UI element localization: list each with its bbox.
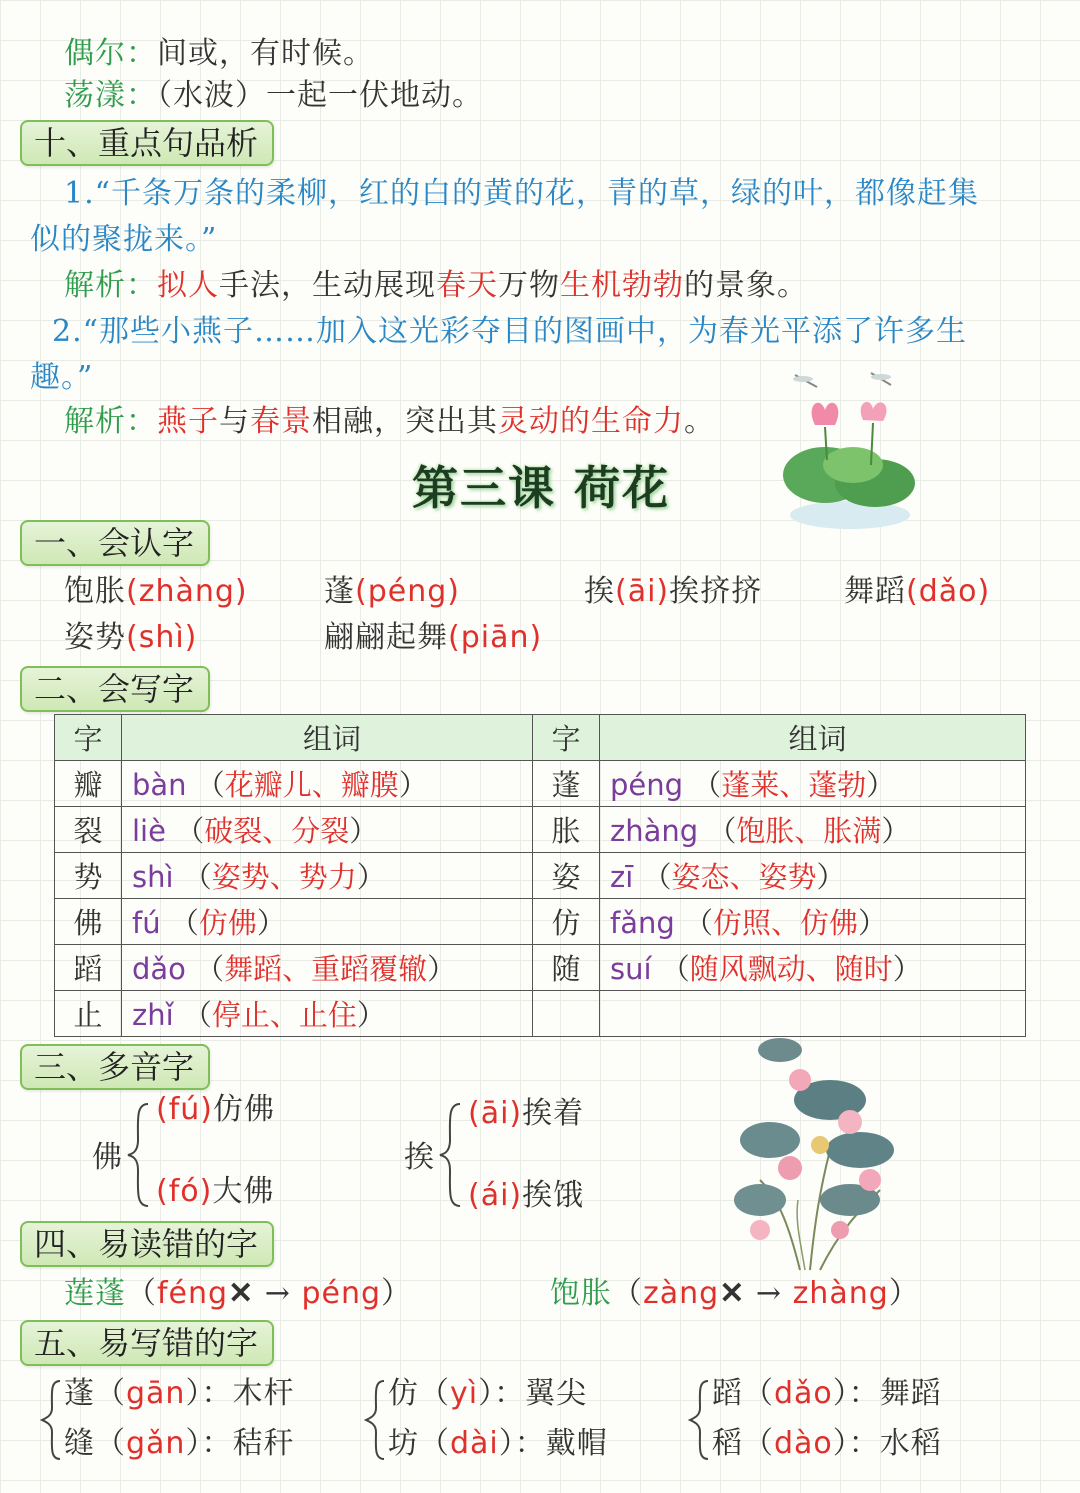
lesson-title: 第三课 荷花 bbox=[412, 461, 671, 515]
left-brace-icon bbox=[688, 1378, 712, 1462]
recognize-item bbox=[64, 572, 248, 612]
paren: （ bbox=[195, 952, 225, 986]
table-row bbox=[55, 899, 1026, 945]
sentence-1-line-2: 似的聚拢来。” bbox=[30, 222, 218, 257]
write-characters-table bbox=[54, 714, 1026, 1037]
column-header: 字 bbox=[55, 715, 122, 761]
word: 莲蓬 bbox=[64, 1276, 126, 1311]
paren: （ bbox=[182, 998, 212, 1032]
words-cell bbox=[600, 945, 1026, 991]
words: 姿态、姿势 bbox=[671, 860, 817, 894]
wrong-pinyin: zàng bbox=[643, 1276, 720, 1311]
words: 花瓣儿、瓣膜 bbox=[224, 768, 399, 802]
recognize-item bbox=[324, 572, 460, 612]
paren: （ bbox=[175, 814, 205, 848]
polyphonic-reading bbox=[156, 1172, 274, 1212]
char: 姿势 bbox=[64, 620, 126, 655]
words: 舞蹈、重蹈覆辙 bbox=[224, 952, 428, 986]
term: 偶尔： bbox=[64, 36, 157, 71]
char: 坊 bbox=[388, 1426, 419, 1461]
analysis-label: 解析： bbox=[64, 268, 157, 303]
column-header: 组词 bbox=[600, 715, 1026, 761]
pinyin: fú bbox=[132, 906, 161, 940]
section-header-polyphonic: 三、多音字 bbox=[20, 1044, 210, 1090]
pinyin: suí bbox=[610, 952, 652, 986]
colon: ： bbox=[201, 1426, 233, 1461]
cross-icon: ✕ bbox=[719, 1276, 746, 1311]
word: 饱胀 bbox=[550, 1276, 612, 1311]
char: 蓬 bbox=[324, 574, 355, 609]
words-cell bbox=[122, 807, 533, 853]
word: 挨饿 bbox=[522, 1178, 585, 1213]
analysis-label: 解析： bbox=[64, 404, 157, 439]
pinyin: bàn bbox=[132, 768, 187, 802]
analysis-2 bbox=[64, 402, 715, 442]
pinyin: (piān) bbox=[448, 620, 543, 655]
char: 挨挤挤 bbox=[669, 574, 763, 609]
paren: （ bbox=[195, 768, 225, 802]
paren: ） bbox=[498, 1426, 515, 1461]
highlight: 灵动的生命力 bbox=[498, 404, 684, 439]
paren: ） bbox=[185, 1376, 202, 1411]
paren: ） bbox=[356, 860, 386, 894]
arrow-right-icon: → bbox=[264, 1276, 291, 1311]
pinyin: dài bbox=[450, 1426, 499, 1461]
pinyin: dǎo bbox=[132, 952, 186, 986]
char: 蓬 bbox=[64, 1376, 95, 1411]
paren: （ bbox=[182, 860, 212, 894]
word: 木杆 bbox=[232, 1376, 295, 1411]
char: 缝 bbox=[64, 1426, 95, 1461]
word: 戴帽 bbox=[545, 1426, 608, 1461]
words: 蓬莱、蓬勃 bbox=[721, 768, 867, 802]
words: 仿照、仿佛 bbox=[713, 906, 859, 940]
paren: ） bbox=[892, 952, 922, 986]
words-cell bbox=[600, 853, 1026, 899]
left-brace-icon bbox=[438, 1100, 464, 1210]
paren: （ bbox=[95, 1426, 126, 1461]
word: 仿佛 bbox=[212, 1092, 275, 1127]
word: 水稻 bbox=[879, 1426, 942, 1461]
misread-item bbox=[64, 1274, 412, 1314]
paren: ） bbox=[256, 906, 286, 940]
paren: （ bbox=[642, 860, 672, 894]
left-brace-icon bbox=[364, 1378, 388, 1462]
polyphonic-reading bbox=[156, 1090, 275, 1130]
recognize-item bbox=[64, 618, 197, 658]
column-header: 字 bbox=[533, 715, 600, 761]
paren: ） bbox=[185, 1426, 202, 1461]
char-cell: 裂 bbox=[55, 807, 122, 853]
highlight: 拟人 bbox=[157, 268, 219, 303]
pinyin: shì bbox=[132, 860, 174, 894]
pinyin: dǎo bbox=[774, 1376, 833, 1411]
highlight: 生机勃勃 bbox=[560, 268, 684, 303]
pinyin: (zhàng) bbox=[126, 574, 248, 609]
char: 仿 bbox=[388, 1376, 419, 1411]
definition-line bbox=[64, 76, 483, 116]
paren: （ bbox=[95, 1376, 126, 1411]
words: 姿势、势力 bbox=[211, 860, 357, 894]
word: 秸秆 bbox=[232, 1426, 295, 1461]
words-cell bbox=[600, 761, 1026, 807]
paren: （ bbox=[419, 1426, 450, 1461]
char-cell: 蓬 bbox=[533, 761, 600, 807]
paren: （ bbox=[684, 906, 714, 940]
colon: ： bbox=[494, 1376, 526, 1411]
recognize-item bbox=[324, 618, 542, 658]
word: 舞蹈 bbox=[879, 1376, 942, 1411]
words: 破裂、分裂 bbox=[204, 814, 350, 848]
text: 万物 bbox=[498, 268, 560, 303]
char-cell: 仿 bbox=[533, 899, 600, 945]
text: 与 bbox=[219, 404, 250, 439]
miswrite-item bbox=[712, 1424, 942, 1464]
char: 挨 bbox=[584, 574, 615, 609]
char-cell: 瓣 bbox=[55, 761, 122, 807]
paren: ） bbox=[881, 814, 911, 848]
wrong-pinyin: féng bbox=[157, 1276, 229, 1311]
table-row bbox=[55, 853, 1026, 899]
paren: ） bbox=[858, 906, 888, 940]
polyphonic-reading bbox=[468, 1094, 584, 1134]
paren: ） bbox=[816, 860, 846, 894]
term: 荡漾： bbox=[64, 78, 157, 113]
char-cell bbox=[533, 991, 600, 1037]
paren: ） bbox=[398, 768, 428, 802]
miswrite-item bbox=[388, 1424, 608, 1464]
right-pinyin: péng bbox=[301, 1276, 382, 1311]
paren: ） bbox=[356, 998, 386, 1032]
polyphonic-reading bbox=[468, 1176, 584, 1216]
words: 随风飘动、随时 bbox=[689, 952, 893, 986]
char-cell: 蹈 bbox=[55, 945, 122, 991]
sentence-2-line-2: 趣。” bbox=[30, 360, 94, 395]
pinyin: (āi) bbox=[468, 1096, 523, 1131]
pinyin: gǎn bbox=[126, 1426, 186, 1461]
words: 仿佛 bbox=[198, 906, 257, 940]
miswrite-item bbox=[712, 1374, 942, 1414]
paren: （ bbox=[743, 1376, 774, 1411]
words-cell bbox=[600, 807, 1026, 853]
char-cell: 随 bbox=[533, 945, 600, 991]
misread-item bbox=[550, 1274, 920, 1314]
paren: （ bbox=[612, 1276, 643, 1311]
words: 饱胀、胀满 bbox=[736, 814, 882, 848]
miswrite-item bbox=[388, 1374, 587, 1414]
column-header: 组词 bbox=[122, 715, 533, 761]
text: 。 bbox=[684, 404, 715, 439]
char-cell: 止 bbox=[55, 991, 122, 1037]
arrow-right-icon: → bbox=[755, 1276, 783, 1311]
char-cell: 姿 bbox=[533, 853, 600, 899]
paren: （ bbox=[743, 1426, 774, 1461]
char: 饱胀 bbox=[64, 574, 126, 609]
paren: ） bbox=[832, 1426, 849, 1461]
colon: ： bbox=[848, 1376, 880, 1411]
pinyin: fǎng bbox=[610, 906, 675, 940]
highlight: 春景 bbox=[250, 404, 312, 439]
paren: ） bbox=[427, 952, 457, 986]
lotus-flower-illustration bbox=[720, 1030, 920, 1280]
char: 舞蹈 bbox=[844, 574, 906, 609]
pinyin: péng bbox=[610, 768, 684, 802]
pinyin: (péng) bbox=[355, 574, 460, 609]
section-header-miswrite: 五、易写错的字 bbox=[20, 1320, 274, 1366]
recognize-item bbox=[844, 572, 990, 612]
pinyin: (shì) bbox=[126, 620, 198, 655]
cross-icon: ✕ bbox=[228, 1276, 255, 1311]
polyphonic-char: 挨 bbox=[404, 1140, 435, 1175]
table-row bbox=[55, 945, 1026, 991]
table-row bbox=[55, 807, 1026, 853]
paren: （ bbox=[169, 906, 199, 940]
pinyin: (fó) bbox=[156, 1174, 213, 1209]
word: 大佛 bbox=[212, 1174, 275, 1209]
highlight: 春天 bbox=[436, 268, 498, 303]
char: 翩翩起舞 bbox=[324, 620, 448, 655]
miswrite-item bbox=[64, 1374, 294, 1414]
words-cell bbox=[122, 761, 533, 807]
definition: （水波）一起一伏地动。 bbox=[157, 78, 483, 113]
pinyin: (ái) bbox=[468, 1178, 523, 1213]
pinyin: liè bbox=[132, 814, 166, 848]
words-cell bbox=[122, 945, 533, 991]
sentence-1-line-1: 1.“千条万条的柔柳，红的白的黄的花，青的草，绿的叶，都像赶集 bbox=[64, 176, 979, 211]
pinyin: gān bbox=[126, 1376, 186, 1411]
paren: ） bbox=[381, 1276, 413, 1311]
paren: （ bbox=[692, 768, 722, 802]
paren: （ bbox=[126, 1276, 157, 1311]
char-cell: 胀 bbox=[533, 807, 600, 853]
paren: ） bbox=[888, 1276, 920, 1311]
section-header-recognize: 一、会认字 bbox=[20, 520, 210, 566]
text: 的景象。 bbox=[684, 268, 808, 303]
word: 挨着 bbox=[522, 1096, 585, 1131]
text: 相融，突出其 bbox=[312, 404, 498, 439]
left-brace-icon bbox=[40, 1378, 64, 1462]
words-cell bbox=[122, 991, 533, 1037]
sentence-2-line-1: 2.“那些小燕子……加入这光彩夺目的图画中，为春光平添了许多生 bbox=[52, 314, 967, 349]
table-row bbox=[55, 761, 1026, 807]
lotus-leaf-illustration bbox=[775, 365, 925, 535]
colon: ： bbox=[848, 1426, 880, 1461]
definition-line bbox=[64, 34, 374, 74]
pinyin: (fú) bbox=[156, 1092, 213, 1127]
polyphonic-char: 佛 bbox=[92, 1140, 123, 1175]
text: 手法，生动展现 bbox=[219, 268, 436, 303]
recognize-item bbox=[584, 572, 762, 612]
miswrite-item bbox=[64, 1424, 294, 1464]
words-cell bbox=[600, 899, 1026, 945]
paren: ） bbox=[866, 768, 896, 802]
char-cell: 佛 bbox=[55, 899, 122, 945]
colon: ： bbox=[201, 1376, 233, 1411]
pinyin: (āi) bbox=[615, 574, 670, 609]
pinyin: yì bbox=[450, 1376, 479, 1411]
paren: （ bbox=[707, 814, 737, 848]
char-cell: 势 bbox=[55, 853, 122, 899]
pinyin: (dǎo) bbox=[906, 574, 991, 609]
pinyin: dào bbox=[774, 1426, 833, 1461]
section-header-misread: 四、易读错的字 bbox=[20, 1221, 274, 1267]
left-brace-icon bbox=[126, 1100, 152, 1210]
highlight: 燕子 bbox=[157, 404, 219, 439]
pinyin: zhàng bbox=[610, 814, 699, 848]
section-header-key-sentences: 十、重点句品析 bbox=[20, 120, 274, 166]
word: 翼尖 bbox=[525, 1376, 588, 1411]
table-header-row bbox=[55, 715, 1026, 761]
section-header-write: 二、会写字 bbox=[20, 666, 210, 712]
paren: ） bbox=[349, 814, 379, 848]
paren: ） bbox=[478, 1376, 495, 1411]
paren: （ bbox=[419, 1376, 450, 1411]
definition: 间或，有时候。 bbox=[157, 36, 374, 71]
paren: ） bbox=[832, 1376, 849, 1411]
colon: ： bbox=[514, 1426, 546, 1461]
pinyin: zhǐ bbox=[132, 998, 174, 1032]
char: 蹈 bbox=[712, 1376, 743, 1411]
words: 停止、止住 bbox=[211, 998, 357, 1032]
right-pinyin: zhàng bbox=[792, 1276, 889, 1311]
words-cell bbox=[122, 853, 533, 899]
words-cell bbox=[122, 899, 533, 945]
paren: （ bbox=[660, 952, 690, 986]
analysis-1 bbox=[64, 266, 808, 306]
char: 稻 bbox=[712, 1426, 743, 1461]
pinyin: zī bbox=[610, 860, 634, 894]
